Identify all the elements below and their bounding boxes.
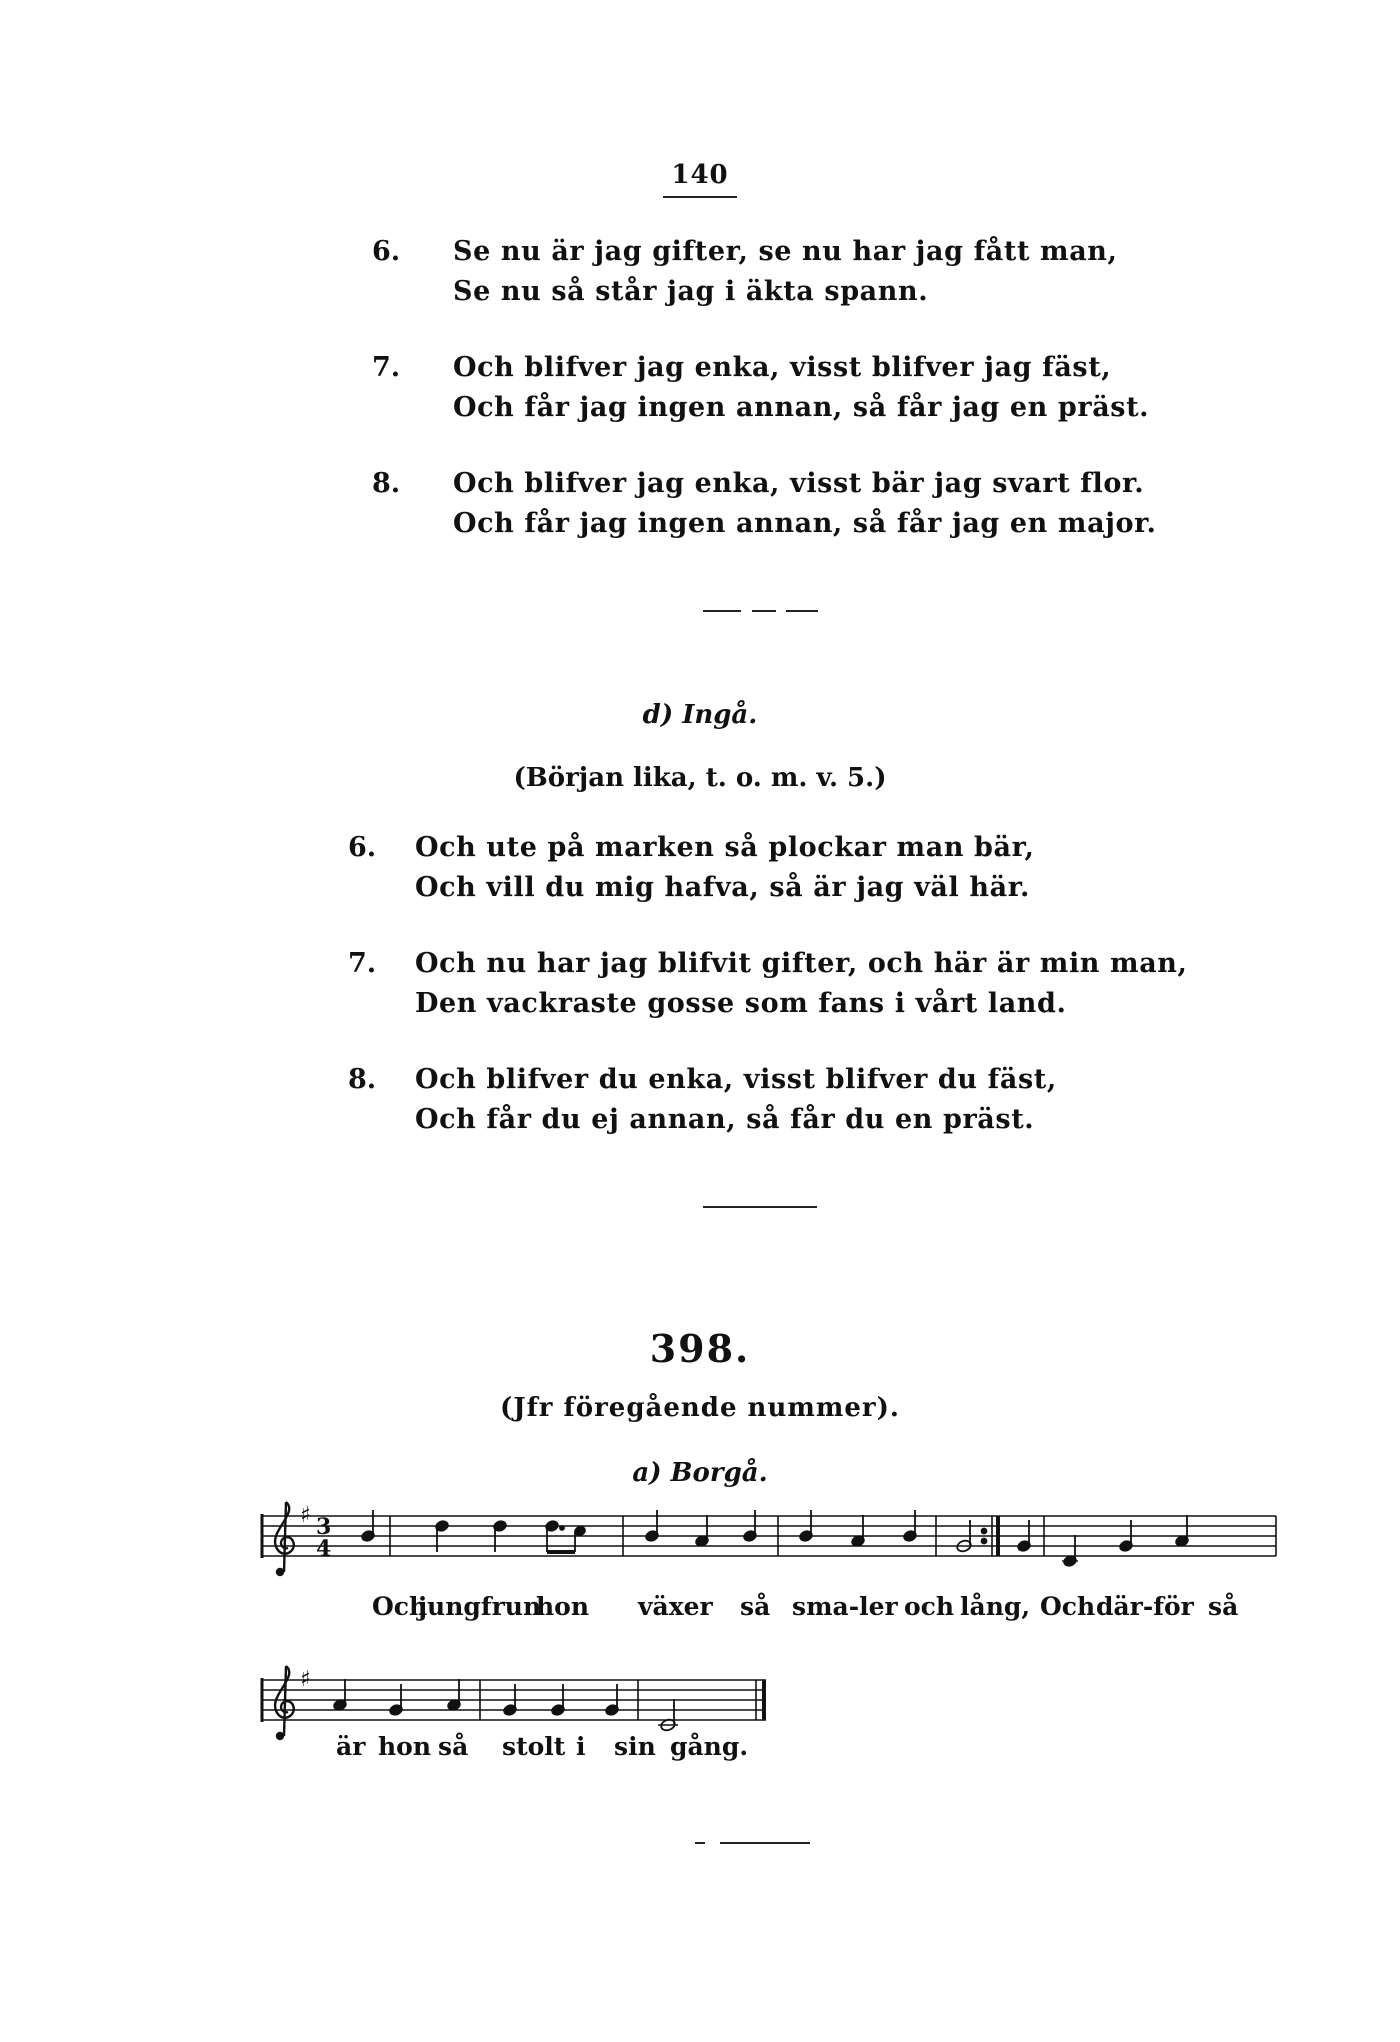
stanza-line: Och får jag ingen annan, så får jag en präst.: [453, 392, 1150, 423]
stanza-line: Se nu så står jag i äkta spann.: [453, 276, 929, 307]
separator-dash: [752, 610, 776, 612]
variant-heading: d) Ingå.: [642, 700, 758, 730]
lyric-syllable: sin: [614, 1732, 656, 1761]
separator-dash: [695, 1842, 705, 1844]
stanza-number: 7.: [372, 352, 401, 383]
stanza-line: Och blifver jag enka, visst blifver jag fäst,: [453, 352, 1112, 383]
time-sig-bottom: 4: [316, 1536, 332, 1562]
song-number: 398.: [649, 1326, 751, 1371]
sharp-icon: ♯: [300, 1503, 311, 1528]
treble-clef-icon: [275, 1666, 294, 1739]
treble-clef-icon: [275, 1502, 294, 1575]
variant-note: (Början lika, t. o. m. v. 5.): [513, 763, 887, 793]
stanza-number: 8.: [372, 468, 401, 499]
stanza-line: Och nu har jag blifvit gifter, och här är min man,: [415, 948, 1188, 979]
stanza-line: Och får jag ingen annan, så får jag en major.: [453, 508, 1157, 539]
lyric-syllable: så: [438, 1732, 469, 1761]
stanza-number: 7.: [348, 948, 377, 979]
lyric-syllable: i: [576, 1732, 586, 1761]
lyric-syllable: hon: [536, 1592, 590, 1621]
lyric-syllable: sma-ler: [792, 1592, 898, 1621]
page-number: 140: [671, 160, 729, 190]
lyric-syllable: lång,: [960, 1592, 1031, 1621]
lyric-syllable: gång.: [670, 1732, 749, 1761]
stanza-line: Och vill du mig hafva, så är jag väl här.: [415, 872, 1031, 903]
stanza-number: 6.: [372, 236, 401, 267]
separator-dash: [720, 1842, 810, 1844]
lyric-syllable: växer: [638, 1592, 713, 1621]
lyric-syllable: Och: [372, 1592, 428, 1621]
separator-dash: [703, 610, 741, 612]
lyric-syllable: jungfrun: [418, 1592, 542, 1621]
separator-dash: [786, 610, 818, 612]
stanza-line: Och blifver jag enka, visst bär jag svart flor.: [453, 468, 1145, 499]
stanza-number: 6.: [348, 832, 377, 863]
music-staff-1: [258, 1500, 1280, 1600]
lyric-syllable: och: [904, 1592, 955, 1621]
stanza-line: Och blifver du enka, visst blifver du fäst,: [415, 1064, 1057, 1095]
song-reference: (Jfr föregående nummer).: [500, 1393, 900, 1423]
time-sig-top: 3: [316, 1514, 332, 1540]
lyric-syllable: stolt: [502, 1732, 566, 1761]
song-variant-heading: a) Borgå.: [632, 1458, 768, 1488]
lyric-syllable: Och: [1040, 1592, 1096, 1621]
page-number-underline: [663, 196, 737, 198]
lyric-syllable: där-för: [1096, 1592, 1194, 1621]
sharp-icon: ♯: [300, 1667, 311, 1692]
stanza-line: Se nu är jag gifter, se nu har jag fått man,: [453, 236, 1118, 267]
lyric-syllable: hon: [378, 1732, 432, 1761]
stanza-number: 8.: [348, 1064, 377, 1095]
stanza-line: Och får du ej annan, så får du en präst.: [415, 1104, 1035, 1135]
lyric-syllable: är: [336, 1732, 366, 1761]
stanza-line: Och ute på marken så plockar man bär,: [415, 832, 1035, 863]
stanza-line: Den vackraste gosse som fans i vårt land.: [415, 988, 1067, 1019]
lyric-syllable: så: [740, 1592, 771, 1621]
lyric-syllable: så: [1208, 1592, 1239, 1621]
section-separator: [703, 1206, 817, 1208]
